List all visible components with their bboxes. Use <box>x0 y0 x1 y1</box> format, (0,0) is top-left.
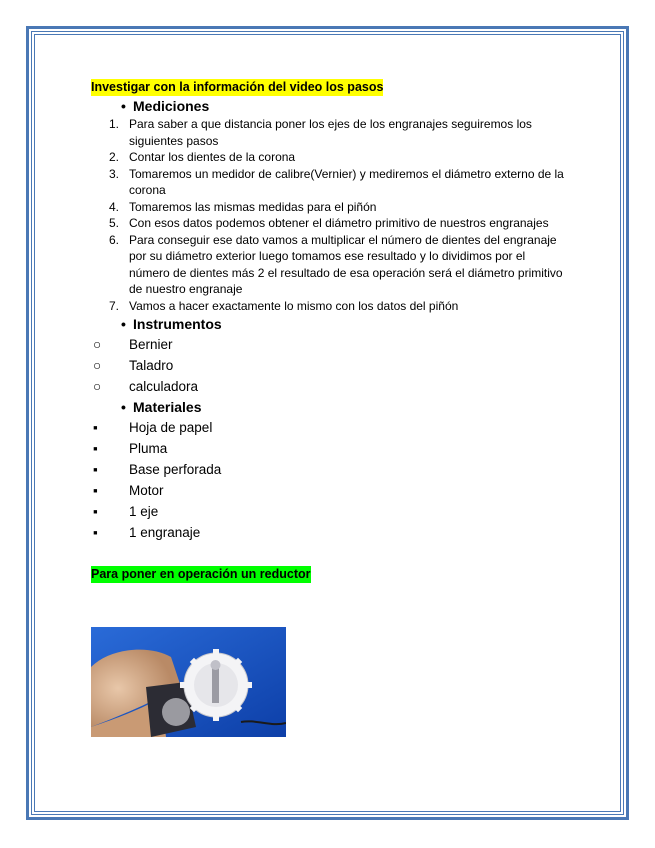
list-item <box>91 522 566 543</box>
step-number: 1. <box>109 117 120 131</box>
step-number: 7. <box>109 298 120 313</box>
heading-investigar-text: Investigar con la información del video los pasos <box>91 80 384 94</box>
square-bullet-icon: ▪ <box>93 483 98 498</box>
list-item <box>91 501 566 522</box>
step-item <box>91 166 566 199</box>
step-text: Contar los dientes de la corona <box>129 150 296 164</box>
step-text: Con esos datos podemos obtener el diámetro primitivo de nuestros engranajes <box>129 216 549 230</box>
step-number: 3. <box>109 166 120 181</box>
list-item-text: Hoja de papel <box>129 420 213 435</box>
step-item <box>91 298 566 315</box>
heading-reductor <box>91 565 566 583</box>
step-text: Para conseguir ese dato vamos a multiplicar el número de dientes del engranaje por su diámetro exterior luego tomamos ese resultado y lo dividimos por el número de dientes más 2 el resultado de esa operación será el diámetro primitivo de nuestro engranaje <box>129 232 563 296</box>
list-item-text: 1 engranaje <box>129 525 201 540</box>
section-materiales-title: • Materiales <box>91 397 566 417</box>
step-text: Para saber a que distancia poner los ejes de los engranajes seguiremos los siguientes pasos <box>129 117 532 148</box>
list-item <box>91 417 566 438</box>
step-item <box>91 215 566 232</box>
step-text: Tomaremos un medidor de calibre(Vernier) y mediremos el diámetro externo de la corona <box>129 166 564 197</box>
heading-investigar <box>91 78 566 96</box>
step-item <box>91 116 566 149</box>
section-instrumentos-title: • Instrumentos <box>91 314 566 334</box>
list-item-text: Motor <box>129 483 164 498</box>
step-number: 4. <box>109 199 120 214</box>
step-number: 6. <box>109 232 120 247</box>
list-item <box>91 355 566 376</box>
square-bullet-icon: ▪ <box>93 420 98 435</box>
circle-bullet-icon: ○ <box>93 337 102 352</box>
mediciones-steps <box>91 116 566 314</box>
list-item-text: calculadora <box>129 379 199 394</box>
list-item <box>91 480 566 501</box>
list-item-text: Bernier <box>129 337 173 352</box>
list-item-text: Base perforada <box>129 462 222 477</box>
document-body <box>91 78 566 583</box>
list-item <box>91 334 566 355</box>
step-number: 5. <box>109 216 120 230</box>
list-item-text: Pluma <box>129 441 168 456</box>
list-item <box>91 438 566 459</box>
square-bullet-icon: ▪ <box>93 441 98 456</box>
list-item-text: 1 eje <box>129 504 159 519</box>
list-item-text: Taladro <box>129 358 174 373</box>
heading-reductor-text: Para poner en operación un reductor <box>91 567 311 581</box>
circle-bullet-icon: ○ <box>93 358 102 373</box>
step-text: Vamos a hacer exactamente lo mismo con los datos del piñón <box>129 298 459 313</box>
list-item <box>91 376 566 397</box>
square-bullet-icon: ▪ <box>93 525 98 540</box>
instrumentos-list <box>91 334 566 397</box>
square-bullet-icon: ▪ <box>93 504 98 519</box>
list-item <box>91 459 566 480</box>
step-number: 2. <box>109 150 120 164</box>
step-item <box>91 149 566 166</box>
section-mediciones-title: • Mediciones <box>91 96 566 116</box>
circle-bullet-icon: ○ <box>93 379 102 394</box>
step-item <box>91 232 566 298</box>
materiales-list <box>91 417 566 543</box>
step-text: Tomaremos las mismas medidas para el piñón <box>129 199 377 214</box>
gear-motor-photo <box>91 627 286 737</box>
square-bullet-icon: ▪ <box>93 462 98 477</box>
step-item <box>91 199 566 216</box>
